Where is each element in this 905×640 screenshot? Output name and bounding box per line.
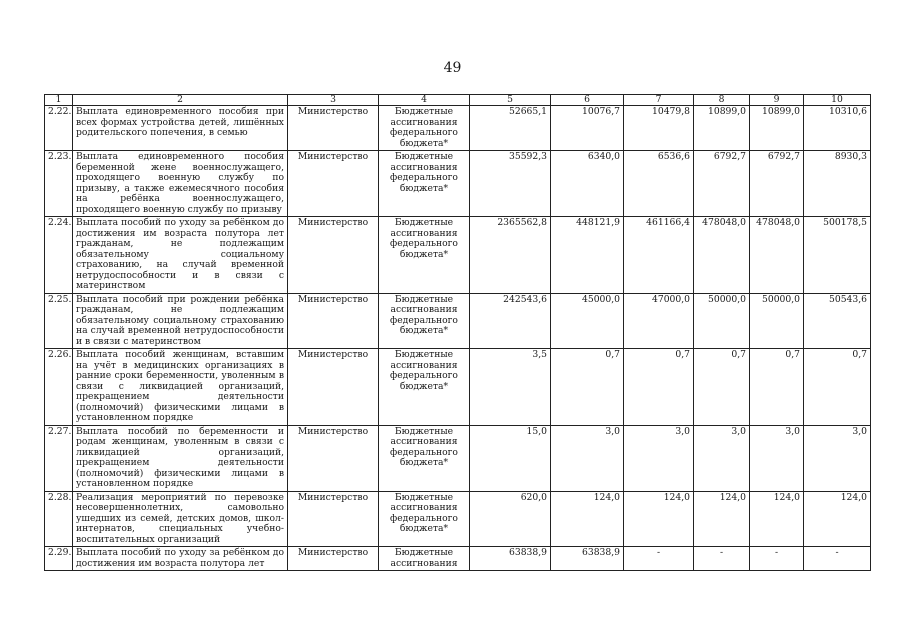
row-value-year: 10899,0 xyxy=(750,106,804,151)
row-value-year: 0,7 xyxy=(551,349,624,426)
row-value-year: 0,7 xyxy=(750,349,804,426)
table-row xyxy=(45,217,871,294)
row-source: Бюджетные ассигнования федерального бюджета* xyxy=(379,217,470,294)
table-row xyxy=(45,293,871,349)
row-value-year: 0,7 xyxy=(624,349,694,426)
col-header-10: 10 xyxy=(804,95,871,106)
table-row xyxy=(45,547,871,571)
col-header-6: 6 xyxy=(551,95,624,106)
row-name: Реализация мероприятий по перевозке несовершеннолетних, самовольно ушедших из семей, детских домов, школ-интернатов, специальных учебно-воспитательных организаций xyxy=(73,491,288,547)
table-row xyxy=(45,349,871,426)
row-value-year: 124,0 xyxy=(750,491,804,547)
row-value-year: 3,0 xyxy=(694,425,750,491)
table-row xyxy=(45,425,871,491)
row-code: 2.22. xyxy=(45,106,73,151)
row-value-year: - xyxy=(804,547,871,571)
col-header-1: 1 xyxy=(45,95,73,106)
row-value-total: 35592,3 xyxy=(470,151,551,217)
col-header-3: 3 xyxy=(288,95,379,106)
budget-table xyxy=(44,94,871,571)
row-value-year: 6340,0 xyxy=(551,151,624,217)
row-code: 2.27. xyxy=(45,425,73,491)
row-value-year: 10899,0 xyxy=(694,106,750,151)
row-value-year: 10310,6 xyxy=(804,106,871,151)
row-source: Бюджетные ассигнования федерального бюджета* xyxy=(379,151,470,217)
page-number: 49 xyxy=(443,60,462,76)
row-executor: Министерство xyxy=(288,151,379,217)
table-row xyxy=(45,491,871,547)
row-value-year: 10076,7 xyxy=(551,106,624,151)
row-value-year: 6536,6 xyxy=(624,151,694,217)
col-header-7: 7 xyxy=(624,95,694,106)
row-name: Выплата пособий по уходу за ребёнком до достижения им возраста полутора лет xyxy=(73,547,288,571)
row-value-year: 45000,0 xyxy=(551,293,624,349)
row-value-total: 52665,1 xyxy=(470,106,551,151)
row-value-year: 500178,5 xyxy=(804,217,871,294)
row-value-year: 63838,9 xyxy=(551,547,624,571)
col-header-2: 2 xyxy=(73,95,288,106)
row-executor: Министерство xyxy=(288,106,379,151)
row-source: Бюджетные ассигнования федерального бюджета* xyxy=(379,349,470,426)
row-value-year: 47000,0 xyxy=(624,293,694,349)
row-code: 2.26. xyxy=(45,349,73,426)
row-value-year: 0,7 xyxy=(694,349,750,426)
row-name: Выплата пособий при рождении ребёнка гражданам, не подлежащим обязательному социальному страхованию на случай временной нетрудоспособности и в связи с материнством xyxy=(73,293,288,349)
row-value-total: 63838,9 xyxy=(470,547,551,571)
row-value-year: 461166,4 xyxy=(624,217,694,294)
row-code: 2.25. xyxy=(45,293,73,349)
row-executor: Министерство xyxy=(288,547,379,571)
col-header-5: 5 xyxy=(470,95,551,106)
row-value-year: - xyxy=(750,547,804,571)
row-value-year: 124,0 xyxy=(694,491,750,547)
row-code: 2.23. xyxy=(45,151,73,217)
row-code: 2.28. xyxy=(45,491,73,547)
row-executor: Министерство xyxy=(288,349,379,426)
row-name: Выплата пособий по беременности и родам женщинам, уволенным в связи с ликвидацией организаций, прекращением деятельности (полномочий) физическими лицами в установленном порядке xyxy=(73,425,288,491)
row-value-total: 3,5 xyxy=(470,349,551,426)
row-value-year: - xyxy=(694,547,750,571)
row-name: Выплата единовременного пособия при всех формах устройства детей, лишённых родительского попечения, в семью xyxy=(73,106,288,151)
row-value-year: 478048,0 xyxy=(694,217,750,294)
row-value-year: 124,0 xyxy=(551,491,624,547)
row-value-year: 50000,0 xyxy=(750,293,804,349)
row-executor: Министерство xyxy=(288,293,379,349)
col-header-8: 8 xyxy=(694,95,750,106)
table-row xyxy=(45,151,871,217)
row-executor: Министерство xyxy=(288,217,379,294)
row-value-year: - xyxy=(624,547,694,571)
table-row xyxy=(45,106,871,151)
row-code: 2.29. xyxy=(45,547,73,571)
row-value-year: 3,0 xyxy=(750,425,804,491)
row-name: Выплата пособий по уходу за ребёнком до достижения им возраста полутора лет гражданам, не подлежащим обязательному социальному страхованию, на случай временной нетрудоспособности и в связи с материнством xyxy=(73,217,288,294)
col-header-9: 9 xyxy=(750,95,804,106)
col-header-4: 4 xyxy=(379,95,470,106)
row-value-total: 242543,6 xyxy=(470,293,551,349)
row-name: Выплата единовременного пособия беременной жене военнослужащего, проходящего военную службу по призыву, а также ежемесячного пособия на ребёнка военнослужащего, проходящего военную службу по призыву xyxy=(73,151,288,217)
row-executor: Министерство xyxy=(288,425,379,491)
row-name: Выплата пособий женщинам, вставшим на учёт в медицинских организациях в ранние сроки беременности, уволенным в связи с ликвидацией организаций, прекращением деятельности (полномочий) физическими лицами в установленном порядке xyxy=(73,349,288,426)
row-value-year: 124,0 xyxy=(804,491,871,547)
row-value-year: 448121,9 xyxy=(551,217,624,294)
row-source: Бюджетные ассигнования федерального бюджета* xyxy=(379,293,470,349)
row-executor: Министерство xyxy=(288,491,379,547)
row-source: Бюджетные ассигнования федерального бюджета* xyxy=(379,491,470,547)
row-value-year: 0,7 xyxy=(804,349,871,426)
row-source: Бюджетные ассигнования федерального бюджета* xyxy=(379,106,470,151)
row-value-total: 2365562,8 xyxy=(470,217,551,294)
row-value-year: 478048,0 xyxy=(750,217,804,294)
row-code: 2.24. xyxy=(45,217,73,294)
row-value-year: 6792,7 xyxy=(750,151,804,217)
row-value-year: 8930,3 xyxy=(804,151,871,217)
row-value-year: 50000,0 xyxy=(694,293,750,349)
row-value-total: 15,0 xyxy=(470,425,551,491)
row-value-year: 124,0 xyxy=(624,491,694,547)
row-value-year: 3,0 xyxy=(551,425,624,491)
row-value-year: 3,0 xyxy=(804,425,871,491)
table-header-row xyxy=(45,95,871,106)
row-source: Бюджетные ассигнования федерального бюджета* xyxy=(379,425,470,491)
row-value-year: 3,0 xyxy=(624,425,694,491)
row-source: Бюджетные ассигнования xyxy=(379,547,470,571)
row-value-year: 50543,6 xyxy=(804,293,871,349)
row-value-total: 620,0 xyxy=(470,491,551,547)
row-value-year: 6792,7 xyxy=(694,151,750,217)
row-value-year: 10479,8 xyxy=(624,106,694,151)
